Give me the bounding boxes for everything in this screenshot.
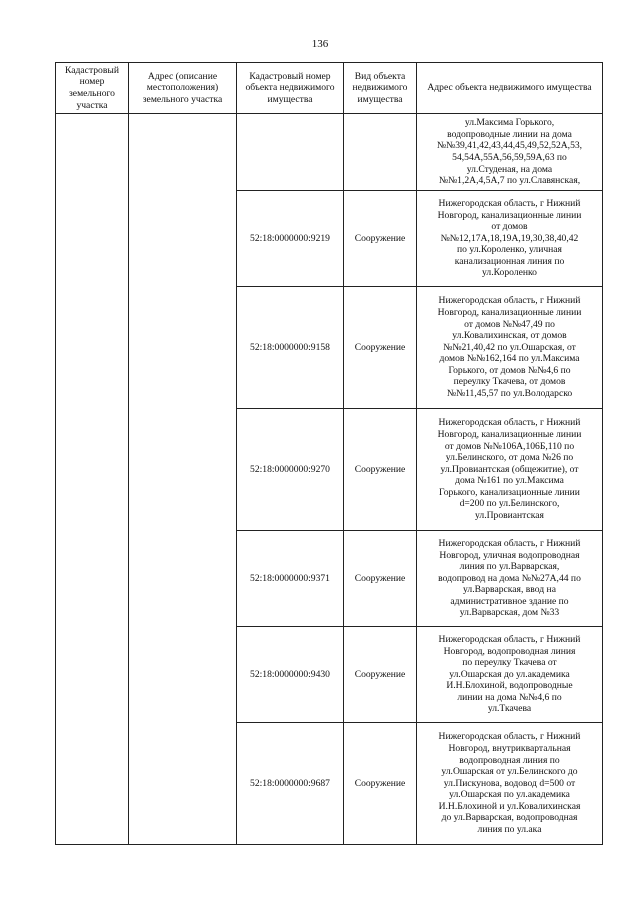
header-land-address: Адрес (описание местоположения) земельного участка bbox=[129, 63, 237, 114]
object-cadastral-number-cell: 52:18:0000000:9371 bbox=[237, 531, 344, 627]
object-type-cell: Сооружение bbox=[344, 723, 417, 845]
object-type-cell bbox=[344, 114, 417, 191]
object-cadastral-number-cell: 52:18:0000000:9219 bbox=[237, 191, 344, 287]
object-address-cell: Нижегородская область, г Нижний Новгород, уличная водопроводная линия по ул.Варварская, водопровод на дома №№27А,44 по ул.Варварская, ввод на административное здание по ул.Варварская, дом №33 bbox=[417, 531, 603, 627]
table-header-row bbox=[56, 63, 603, 114]
page-number: 136 bbox=[311, 38, 329, 50]
table-row bbox=[56, 114, 603, 191]
object-address-cell: Нижегородская область, г Нижний Новгород, канализационные линии от домов №№106А,106Б,110 по ул.Белинского, от дома №26 по ул.Провиантская (общежитие), от дома №161 по ул.Максима Горького, канализационные линии d=200 по ул.Белинского, ул.Провиантская bbox=[417, 409, 603, 531]
object-address-cell: Нижегородская область, г Нижний Новгород, внутриквартальная водопроводная линия по ул.Ошарская от ул.Белинского до ул.Пискунова, водовод d=500 от ул.Ошарская по ул.академика И.Н.Блохиной и ул.Ковалихинская до ул.Варварская, водопроводная линия по ул.ака bbox=[417, 723, 603, 845]
land-address-cell bbox=[129, 114, 237, 845]
header-object-address: Адрес объекта недвижимого имущества bbox=[417, 63, 603, 114]
object-cadastral-number-cell bbox=[237, 114, 344, 191]
object-address-cell: Нижегородская область, г Нижний Новгород, канализационные линии от домов №№47,49 по ул.Ковалихинская, от домов №№21,40,42 по ул.Ошарская, от домов №№162,164 по ул.Максима Горького, от домов №№4,6 по переулку Ткачева, от домов №№11,45,57 по ул.Володарско bbox=[417, 287, 603, 409]
object-type-cell: Сооружение bbox=[344, 627, 417, 723]
header-object-type: Вид объекта недвижимого имущества bbox=[344, 63, 417, 114]
object-type-cell: Сооружение bbox=[344, 287, 417, 409]
object-type-cell: Сооружение bbox=[344, 191, 417, 287]
header-land-cadastral-number: Кадастровый номер земельного участка bbox=[56, 63, 129, 114]
property-register-table bbox=[55, 62, 603, 845]
object-cadastral-number-cell: 52:18:0000000:9158 bbox=[237, 287, 344, 409]
object-address-cell: Нижегородская область, г Нижний Новгород, водопроводная линия по переулку Ткачева от ул.Ошарская до ул.академика И.Н.Блохиной, водопроводные линии на дома №№4,6 по ул.Ткачева bbox=[417, 627, 603, 723]
object-address-cell: ул.Максима Горького, водопроводные линии на дома №№39,41,42,43,44,45,49,52,52А,53, 54,54А,55А,56,59,59А,63 по ул.Студеная, на дома №№1,2А,4,5А,7 по ул.Славянская, bbox=[417, 114, 603, 191]
land-cadastral-number-cell bbox=[56, 114, 129, 845]
object-type-cell: Сооружение bbox=[344, 409, 417, 531]
object-cadastral-number-cell: 52:18:0000000:9430 bbox=[237, 627, 344, 723]
header-object-cadastral-number: Кадастровый номер объекта недвижимого имущества bbox=[237, 63, 344, 114]
object-type-cell: Сооружение bbox=[344, 531, 417, 627]
object-cadastral-number-cell: 52:18:0000000:9687 bbox=[237, 723, 344, 845]
object-cadastral-number-cell: 52:18:0000000:9270 bbox=[237, 409, 344, 531]
object-address-cell: Нижегородская область, г Нижний Новгород, канализационные линии от домов №№12,17А,18,19А,19,30,38,40,42 по ул.Короленко, уличная канализационная линия по ул.Короленко bbox=[417, 191, 603, 287]
